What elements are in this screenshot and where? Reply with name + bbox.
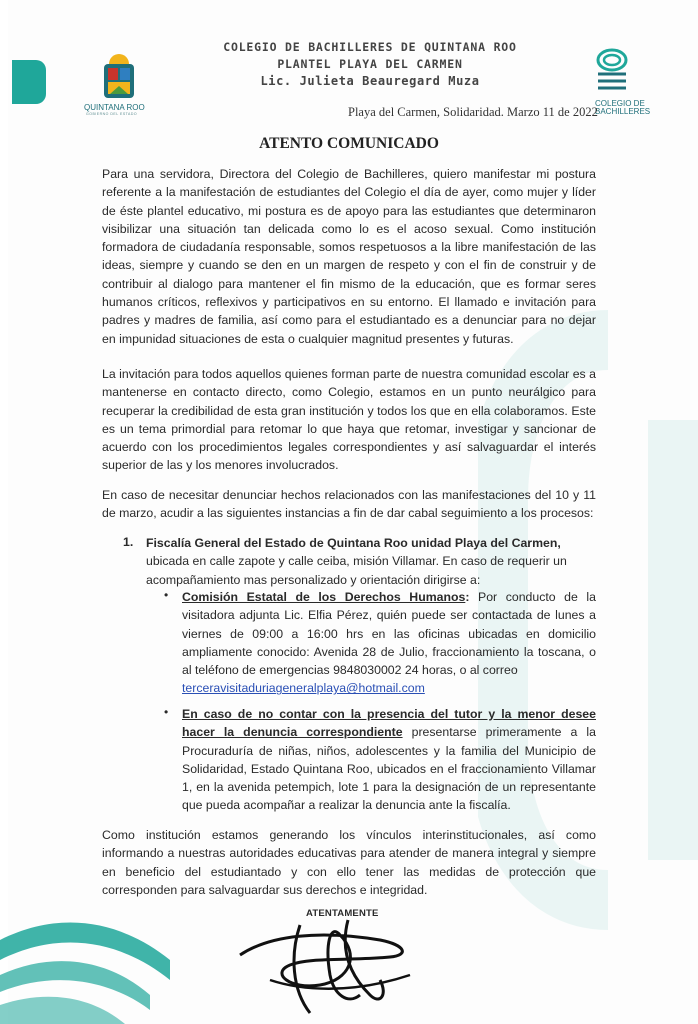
left-logo-sublabel: GOBIERNO DEL ESTADO xyxy=(86,112,138,116)
email-link[interactable]: terceravisitaduriageneralplaya@hotmail.com xyxy=(182,681,425,696)
right-logo-label xyxy=(595,100,650,116)
page-title: ATENTO COMUNICADO xyxy=(259,135,439,152)
institution-name: COLEGIO DE BACHILLERES DE QUINTANA ROO xyxy=(223,40,517,54)
closing-paragraph: Como institución estamos generando los vínculos interinstitucionales, así como informando a nuestras autoridades educativas para atender de manera integral y siempre en beneficio del estudiantado y con ello tener las medidas de protección que corresponden para salvaguardar sus derechos e integridad. xyxy=(102,828,596,897)
right-logo-line-1: COLEGIO DE xyxy=(595,99,645,108)
cedh-text: Por conducto de la visitadora adjunta Lic. Elfia Pérez, quién puede ser contactada de lunes a viernes de 09:00 a 16:00 hrs en las oficinas ubicadas en domicilio ampliamente conocido: Avenida 28 de Julio, fraccionamiento la toscana, o al teléfono de emergencias 9848030002 24 horas, o al correo xyxy=(182,590,596,678)
right-logo-line-2: BACHILLERES xyxy=(595,107,651,116)
list-item-cedh xyxy=(182,588,596,698)
procuraduria-condition: En caso de no contar con la presencia del tutor y la menor desee hacer la denuncia correspondiente xyxy=(182,707,596,740)
list-item-fiscalia xyxy=(146,534,596,589)
bullet-icon: • xyxy=(164,588,169,602)
cedh-colon: : xyxy=(465,590,470,604)
procuraduria-text: presentarse primeramente a la Procuraduría de niñas, niños, adolescentes y la familia del Municipio de Solidaridad, Estado Quintana Roo, ubicados en el fraccionamiento Villamar 1, en la avenida petempich, lote 1 para la designación de un representante que pueda acompañar a realizar la denuncia ante la fiscalía. xyxy=(182,725,596,813)
teal-edge-tab xyxy=(12,60,46,104)
left-logo-label: QUINTANA ROO xyxy=(84,103,145,112)
paragraph-3: En caso de necesitar denunciar hechos relacionados con las manifestaciones del 10 y 11 de marzo, acudir a las siguientes instancias a fin de dar cabal seguimiento a los procesos: xyxy=(102,488,596,521)
director-name: Lic. Julieta Beauregard Muza xyxy=(260,74,480,88)
place-and-date: Playa del Carmen, Solidaridad. Marzo 11 de 2022 xyxy=(348,105,598,119)
decorative-wave-icon xyxy=(0,900,200,1024)
fiscalia-text: ubicada en calle zapote y calle ceiba, misión Villamar. En caso de requerir un acompañamiento mas personalizado y orientación dirigirse a: xyxy=(146,554,567,587)
signature-label: ATENTAMENTE xyxy=(306,908,379,919)
colegio-bachilleres-logo-icon xyxy=(592,48,632,96)
list-item-number: 1. xyxy=(123,535,134,549)
cedh-name: Comisión Estatal de los Derechos Humanos xyxy=(182,590,466,604)
paragraph-2: La invitación para todos aquellos quienes forman parte de nuestra comunidad escolar es a mantenerse en contacto directo, como Colegio, estamos en un punto neurálgico para recuperar la credibilidad de esta gran institución y todos los que en ella colaboramos. Este es un tema primordial para retomar lo que haya que retomar, investigar y sancionar de acuerdo con los procedimientos legales correspondientes y así salvaguardar el interés superior de las y los menores involucrados. xyxy=(102,367,596,473)
list-item-procuraduria xyxy=(182,705,596,815)
campus-name: PLANTEL PLAYA DEL CARMEN xyxy=(277,57,463,71)
fiscalia-name: Fiscalía General del Estado de Quintana Roo unidad Playa del Carmen, xyxy=(146,536,561,550)
paragraph-1: Para una servidora, Directora del Colegio de Bachilleres, quiero manifestar mi postura referente a la manifestación de estudiantes del Colegio el día de ayer, como mujer y líder de éste plantel educativo, mi postura es de apoyo para las estudiantes que determinaron visibilizar una situación tan delicada como lo es el acoso sexual. Como institución formadora de ciudadanía responsable, somos respetuosos a la libre manifestación de las ideas, siempre y cuando se den en un margen de respeto y con el fin de construir y de contribuir al dialogo para mantener el fin mismo de la educación, que es formar seres humanos críticos, reflexivos y participativos en su entorno. El llamado e invitación para padres y madres de familia, así como para el estudiantado es a denunciar para no dejar en impunidad situaciones de esta o cualquier magnitud presentes y futuras. xyxy=(102,167,596,346)
bullet-icon: • xyxy=(164,705,169,719)
handwritten-signature-icon xyxy=(230,895,430,1020)
